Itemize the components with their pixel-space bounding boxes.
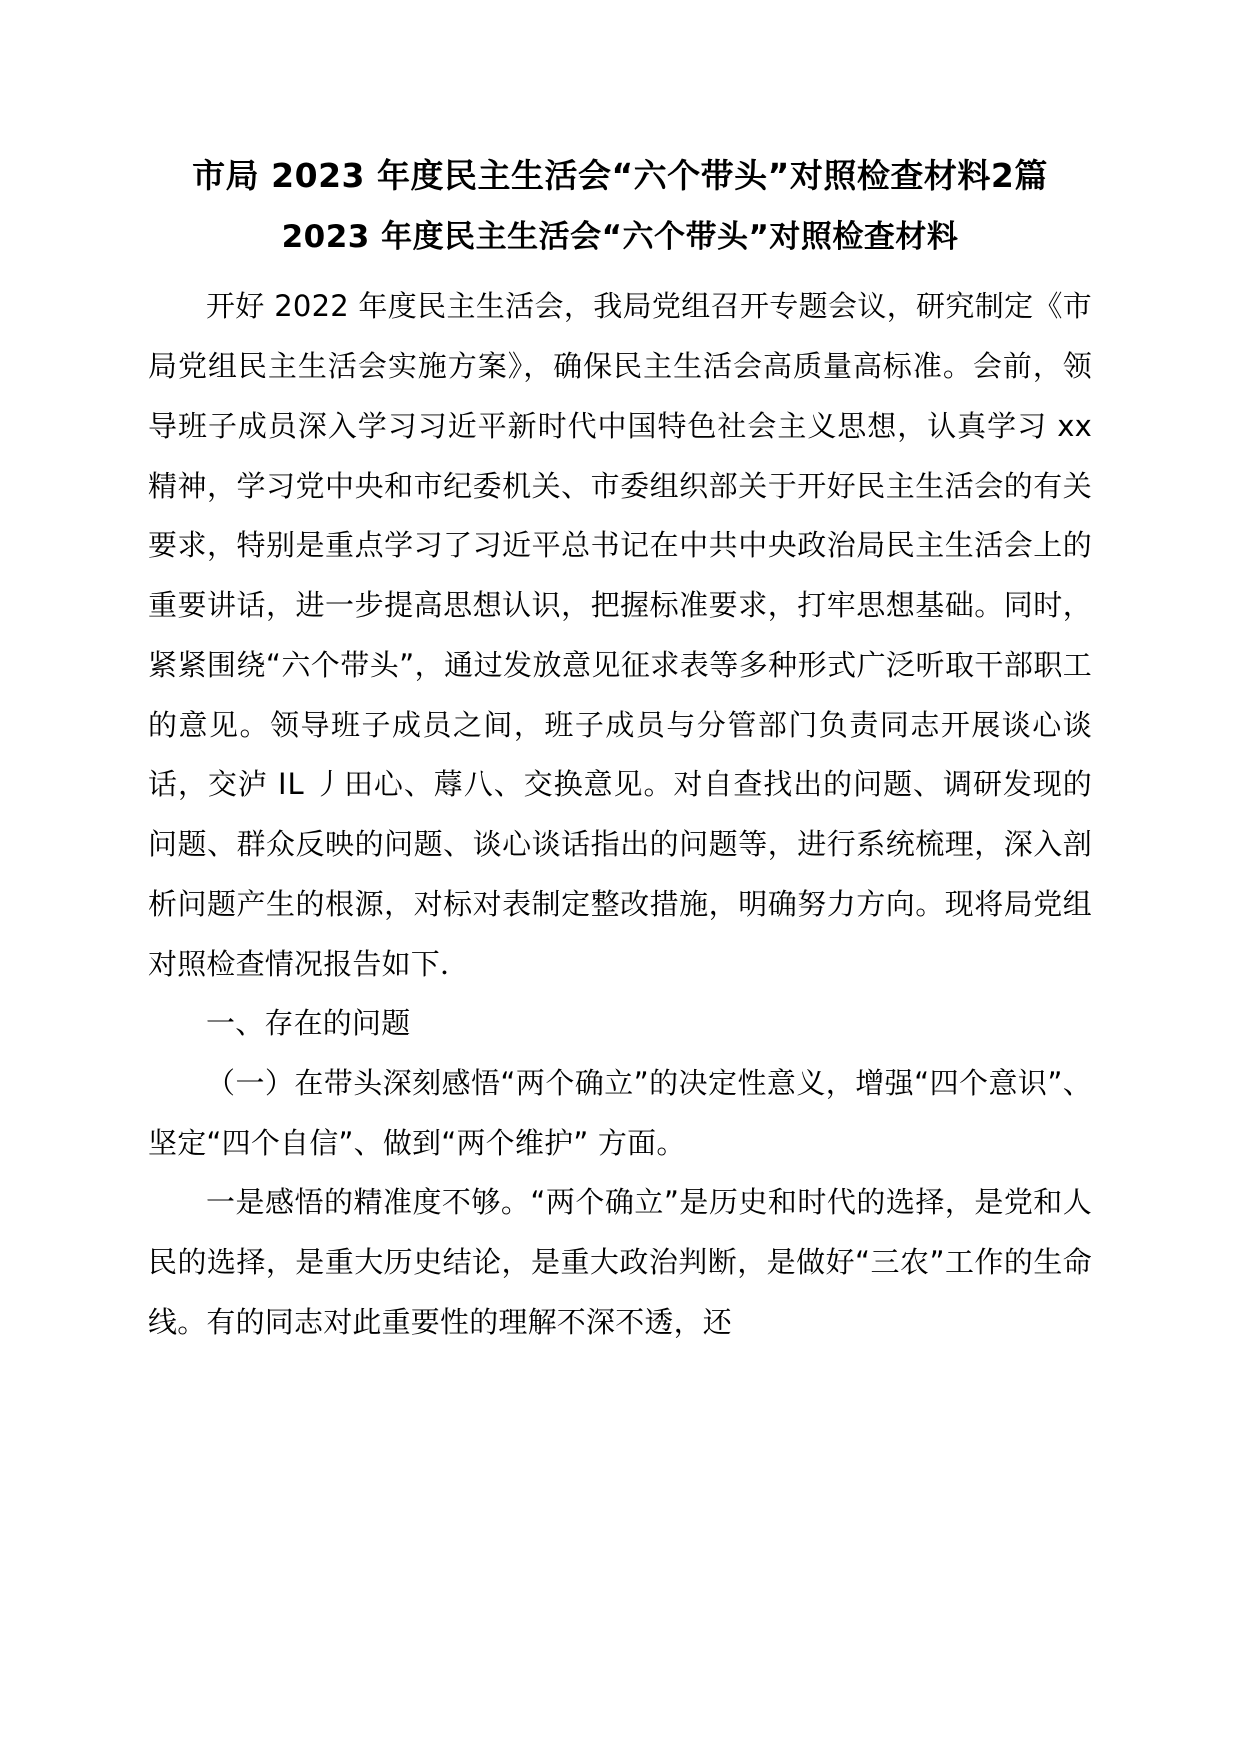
section-one-heading: 一、存在的问题 <box>206 1006 411 1041</box>
page-title: 市局 2023 年度民主生活会“六个带头”对照检查材料2篇 <box>192 156 1048 195</box>
intro-paragraph: 开好 2022 年度民主生活会，我局党组召开专题会议，研究制定《市局党组民主生活会实施方案》，确保民主生活会高质量高标准。会前，领导班子成员深入学习习近平新时代中国特色社会主义思想，认真学习 xx 精神，学习党中央和市纪委机关、市委组织部关于开好民主生活会的有关要求，特别是重点学习了习近平总书记在中共中央政治局民主生活会上的重要讲话，进一步提高思想认识，把握标准要求，打牢思想基础。同时，紧紧围绕“六个带头”，通过发放意见征求表等多种形式广泛听取干部职工的意见。领导班子成员之间，班子成员与分管部门负责同志开展谈心谈话，交泸 ⅠL 丿田心、蓐八、交换意见。对自查找出的问题、调研发现的问题、群众反映的问题、谈心谈话指出的问题等，进行系统梳理，深入剖析问题产生的根源，对标对表制定整改措施，明确努力方向。现将局党组对照检查情况报告如下． <box>148 289 1092 981</box>
document-subtitle: 2023 年度民主生活会“六个带头”对照检查材料 <box>281 218 959 255</box>
point-one-paragraph: 一是感悟的精准度不够。“两个确立”是历史和时代的选择，是党和人民的选择，是重大历史结论，是重大政治判断，是做好“三农”工作的生命线。有的同志对此重要性的理解不深不透，还 <box>148 1185 1092 1339</box>
subsection-one-heading: （一）在带头深刻感悟“两个确立”的决定性意义，增强“四个意识”、坚定“四个自信”、做到“两个维护” 方面。 <box>148 1065 1092 1160</box>
